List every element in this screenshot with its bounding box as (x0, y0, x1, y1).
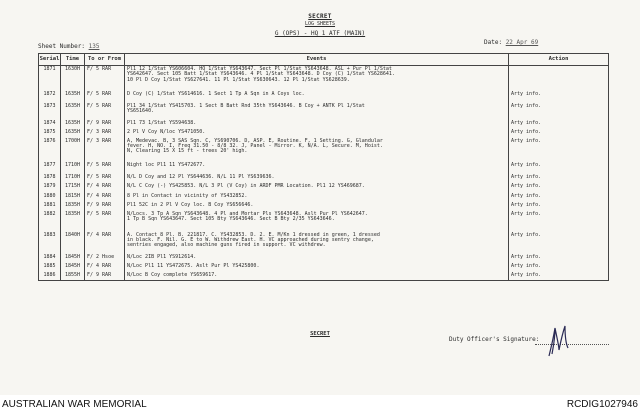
log-cell-to-from: F/ 9 RAR (85, 120, 125, 129)
log-cell-events: N/Loc Pl1 11 YS472675. Aslt Pur Pl YS425800. (125, 263, 509, 272)
col-to-from: To or From (85, 54, 125, 66)
log-cell-time: 1845H (61, 263, 85, 272)
log-cell-action: Arty info. (509, 120, 609, 129)
log-cell-serial: 1872 (39, 91, 61, 103)
log-cell-time: 1635H (61, 103, 85, 120)
log-cell-to-from: F/ 3 RAR (85, 138, 125, 162)
log-cell-to-from: F/ 5 RAR (85, 211, 125, 232)
log-row (39, 162, 609, 174)
log-cell-action: Arty info. (509, 272, 609, 281)
log-cell-action: Arty info. (509, 202, 609, 211)
log-row (39, 193, 609, 202)
log-table-header (39, 54, 609, 66)
log-table (38, 53, 609, 281)
log-cell-to-from: F/ 2 Hsoe (85, 254, 125, 263)
header-log-label: LOG SHEETS (304, 21, 336, 27)
log-cell-to-from: F/ 4 RAR (85, 263, 125, 272)
log-cell-serial: 1880 (39, 193, 61, 202)
log-cell-serial: 1879 (39, 183, 61, 193)
log-row (39, 272, 609, 281)
log-row (39, 232, 609, 254)
log-cell-events: A, Medevac. B, 3 SAS Sqn. C, YS690706. D, ASP. E, Routine. F, 1 Setting. G, Glandular fever. H, NO. I, Freq 31.50 - 8/8 32. J, Panel - Mirror. K, N/A. L, Secure. M, Hoist. N, Clearing 15 X 15 ft - trees 20' high. (125, 138, 509, 162)
log-cell-time: 1700H (61, 138, 85, 162)
log-row (39, 183, 609, 193)
log-row (39, 129, 609, 138)
header-unit-title: G (OPS) - HQ 1 ATF (MAIN) (274, 30, 366, 37)
col-serial: Serial (39, 54, 61, 66)
log-cell-time: 1710H (61, 162, 85, 174)
log-cell-action: Arty info. (509, 193, 609, 202)
log-row (39, 120, 609, 129)
log-cell-events: A. Contact 8 Pl. B. 221817. C. YS432853. D. 2. E. M/Kn 1 dressed in green, 1 dressed in black. F. Nil. G. E to W. Withdrew East. H. VC approached during sentry change, sentries engaged, also machine guns fired in support. VC withdrew. (125, 232, 509, 254)
date-label: Date: (484, 39, 503, 46)
log-cell-events: N/Loc 2IB Pl1 YS912614. (125, 254, 509, 263)
log-cell-time: 1815H (61, 193, 85, 202)
sheet-number-label: Sheet Number: (38, 43, 85, 50)
log-cell-serial: 1885 (39, 263, 61, 272)
log-cell-action: Arty info. (509, 263, 609, 272)
log-cell-time: 1635H (61, 129, 85, 138)
footer-classification: SECRET (310, 331, 330, 337)
log-cell-to-from: F/ 5 RAR (85, 103, 125, 120)
log-cell-to-from: F/ 9 RAR (85, 202, 125, 211)
header-classification: SECRET (308, 13, 332, 20)
log-cell-events: 2 Pl V Coy N/loc YS471050. (125, 129, 509, 138)
log-cell-action: Arty info. (509, 232, 609, 254)
log-cell-serial: 1884 (39, 254, 61, 263)
log-row (39, 103, 609, 120)
log-cell-events: Pl1 52C in 2 Pl V Coy loc. B Coy YS656646. (125, 202, 509, 211)
sheet-number-value: 135 (88, 43, 100, 50)
log-cell-serial: 1881 (39, 202, 61, 211)
log-cell-serial: 1883 (39, 232, 61, 254)
log-cell-action (509, 66, 609, 91)
log-row (39, 254, 609, 263)
col-action: Action (509, 54, 609, 66)
log-cell-time: 1845H (61, 254, 85, 263)
signature-label: Duty Officer's Signature: (449, 336, 540, 343)
log-cell-serial: 1882 (39, 211, 61, 232)
log-cell-time: 1835H (61, 202, 85, 211)
log-cell-time: 1715H (61, 183, 85, 193)
log-cell-action: Arty info. (509, 183, 609, 193)
log-cell-events: N/Loc B Coy complete YS659617. (125, 272, 509, 281)
log-cell-time: 1635H (61, 91, 85, 103)
log-cell-events: N/L C Coy (-) YS425853. N/L 3 Pl (V Coy) in ARDF PMR Location. Pl1 12 YS469687. (125, 183, 509, 193)
log-cell-to-from: F/ 5 RAR (85, 91, 125, 103)
log-cell-serial: 1886 (39, 272, 61, 281)
log-cell-to-from: F/ 4 RAR (85, 193, 125, 202)
log-cell-serial: 1877 (39, 162, 61, 174)
log-cell-serial: 1876 (39, 138, 61, 162)
log-cell-action: Arty info. (509, 254, 609, 263)
log-cell-serial: 1875 (39, 129, 61, 138)
sheet-number (38, 43, 99, 50)
credit-institution: AUSTRALIAN WAR MEMORIAL (2, 399, 147, 410)
log-cell-serial: 1871 (39, 66, 61, 91)
log-cell-to-from: F/ 5 RAR (85, 174, 125, 183)
log-cell-time: 1835H (61, 211, 85, 232)
handwritten-signature (543, 318, 573, 360)
date-value: 22 Apr 69 (505, 39, 539, 46)
log-row (39, 66, 609, 91)
col-events: Events (125, 54, 509, 66)
log-cell-events: 8 Pl in Contact in vicinity of YS432852. (125, 193, 509, 202)
log-cell-time: 1855H (61, 272, 85, 281)
log-row (39, 138, 609, 162)
log-cell-to-from: F/ 3 RAR (85, 129, 125, 138)
log-row (39, 91, 609, 103)
log-row (39, 202, 609, 211)
log-cell-action: Arty info. (509, 162, 609, 174)
log-cell-events: D Coy (C) 1/Stat YS614616. 1 Sect 1 Tp A Sqn in A Coys loc. (125, 91, 509, 103)
log-cell-events: N/Locs. 3 Tp A Sqn YS643648. 4 Pl and Mortar Pls YS643648. Aslt Pur Pl YS642647. 1 Tp B Sqn YS643647. Sect 105 Bty YS643646. Sect B Bty 2/35 YS643646. (125, 211, 509, 232)
log-cell-serial: 1874 (39, 120, 61, 129)
log-date (484, 39, 538, 46)
log-cell-action: Arty info. (509, 91, 609, 103)
credit-record-id: RCDIG1027946 (566, 399, 638, 410)
log-cell-to-from: F/ 4 RAR (85, 183, 125, 193)
log-cell-time: 1710H (61, 174, 85, 183)
log-cell-time: 1630H (61, 66, 85, 91)
log-cell-serial: 1878 (39, 174, 61, 183)
log-cell-action: Arty info. (509, 211, 609, 232)
log-cell-to-from: F/ 5 RAR (85, 162, 125, 174)
log-cell-events: N/L D Coy and 12 Pl YS644636. N/L 11 Pl YS639636. (125, 174, 509, 183)
log-cell-events: Night loc Pl1 11 YS472677. (125, 162, 509, 174)
log-row (39, 174, 609, 183)
log-row (39, 263, 609, 272)
log-cell-action: Arty info. (509, 129, 609, 138)
log-cell-to-from: F/ 4 RAR (85, 232, 125, 254)
log-cell-action: Arty info. (509, 174, 609, 183)
log-cell-events: Pl1 12 1/Stat YS606604. HQ 1/Stat YS643647. Sect Pl 1/Stat YS643648. ASL + Pur Pl 1/Stat YS642647. Sect 105 Batt 1/Stat YS643646. 4 Pl 1/Stat YS643648. D Coy (C) 1/Stat YS628641. 10 Pl D Coy 1/Stat YS627641. 11 Pl 1/Stat YS630643. 12 Pl 1/Stat YS628639. (125, 66, 509, 91)
log-cell-events: Pl1 34 1/Stat YS415703. 1 Sect B Batt Rnd 35th YS643646. B Coy + ANTK Pl 1/Stat YS651640. (125, 103, 509, 120)
log-cell-time: 1635H (61, 120, 85, 129)
log-table-body (39, 66, 609, 281)
col-time: Time (61, 54, 85, 66)
log-cell-action: Arty info. (509, 103, 609, 120)
log-cell-events: Pl1 73 1/Stat YS594638. (125, 120, 509, 129)
log-row (39, 211, 609, 232)
log-cell-to-from: F/ 9 RAR (85, 272, 125, 281)
log-cell-to-from: F/ 5 RAR (85, 66, 125, 91)
log-cell-time: 1840H (61, 232, 85, 254)
log-cell-serial: 1873 (39, 103, 61, 120)
log-cell-action: Arty info. (509, 138, 609, 162)
